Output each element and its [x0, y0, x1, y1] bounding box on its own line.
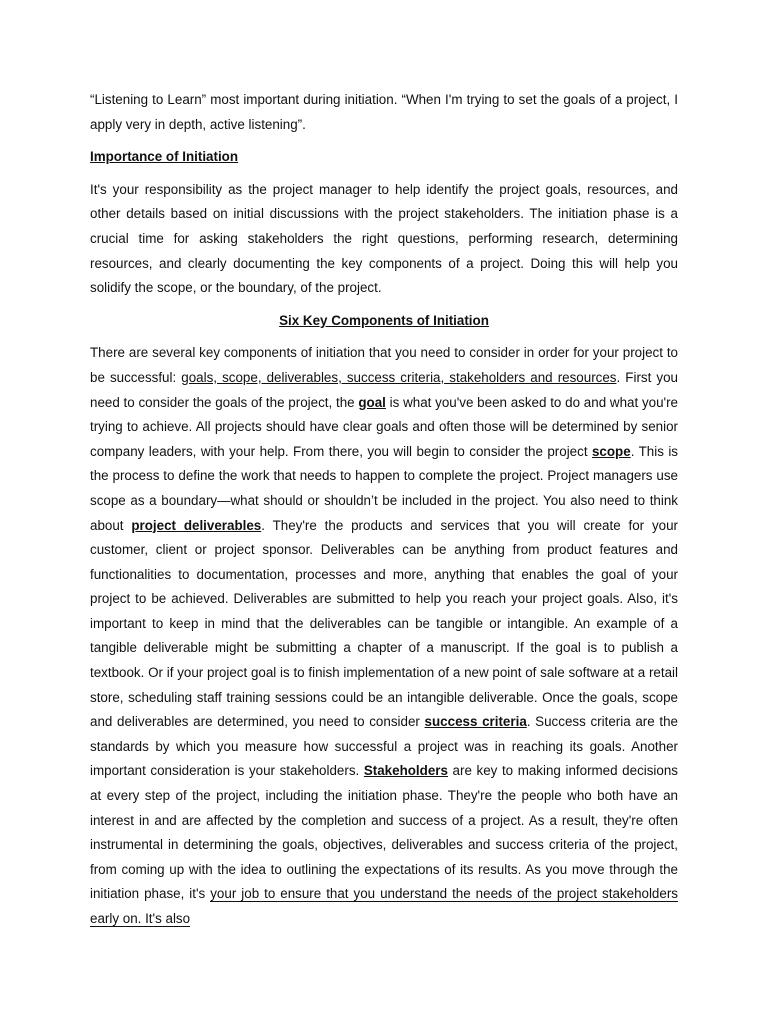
- term-stakeholders: Stakeholders: [363, 763, 448, 779]
- importance-heading: Importance of Initiation: [90, 149, 239, 165]
- term-goal: goal: [358, 394, 386, 410]
- term-project-deliverables: project deliverables: [131, 517, 262, 533]
- term-scope: scope: [591, 443, 631, 459]
- text-run: . This is the process to define the work that needs to happen to complete the project. Project managers use scope as a boundary—what should or shouldn’t be included in the project. You also need to think about: [90, 443, 679, 533]
- text-run: There are several key components of initiation that you need to consider in order for your project to be successful:: [90, 345, 678, 385]
- term-success-criteria: success criteria: [424, 714, 527, 730]
- components-list: goals, scope, deliverables, success criteria, stakeholders and resources: [181, 369, 617, 385]
- six-key-heading: Six Key Components of Initiation: [279, 312, 489, 328]
- importance-paragraph: It's your responsibility as the project manager to help identify the project goals, resources, and other details based on initial discussions with the project stakeholders. The initiation phase is a crucial time for asking stakeholders the right questions, performing research, determining resources, and clearly documenting the key components of a project. Doing this will help you solidify the scope, or the boundary, of the project.: [90, 181, 678, 296]
- text-run: is what you've been asked to do and what you're trying to achieve. All projects should have clear goals and often those will be determined by senior company leaders, with your help. From there, you will begin to consider the project: [90, 394, 678, 459]
- six-key-paragraph: [90, 341, 678, 931]
- text-run: are key to making informed decisions at every step of the project, including the initiation phase. They're the people who both have an interest in and are affected by the completion and success of a project. As a result, they're often instrumental in determining the goals, objectives, deliverables and success criteria of the project, from coming up with the idea to outlining the expectations of its results. As you move through the initiation phase, it's: [90, 763, 678, 902]
- text-run: . They're the products and services that you will create for your customer, client or project sponsor. Deliverables can be anything from product features and functionalities to documentation, processes and more, anything that enables the goal of your project to be achieved. Deliverables are submitted to help you reach your project goals. Also, it's important to keep in mind that the deliverables can be tangible or intangible. An example of a tangible deliverable might be submitting a chapter of a manuscript. If the goal is to publish a textbook. Or if your project goal is to finish implementation of a new point of sale software at a retail store, scheduling staff training sessions could be an intangible deliverable. Once the goals, scope and deliverables are determined, you need to consider: [90, 517, 679, 730]
- text-run: . First you need to consider the goals of the project, the: [90, 369, 678, 410]
- intro-paragraph: “Listening to Learn” most important during initiation. “When I'm trying to set the goals of a project, I apply very in depth, active listening”.: [90, 92, 678, 132]
- last-line-underlined: your job to ensure that you understand the needs of the project stakeholders early on. It's also: [90, 886, 678, 926]
- text-run: . Success criteria are the standards by which you measure how successful a project was in reaching its goals. Another important consideration is your stakeholders.: [90, 714, 678, 779]
- document-page: [90, 88, 678, 940]
